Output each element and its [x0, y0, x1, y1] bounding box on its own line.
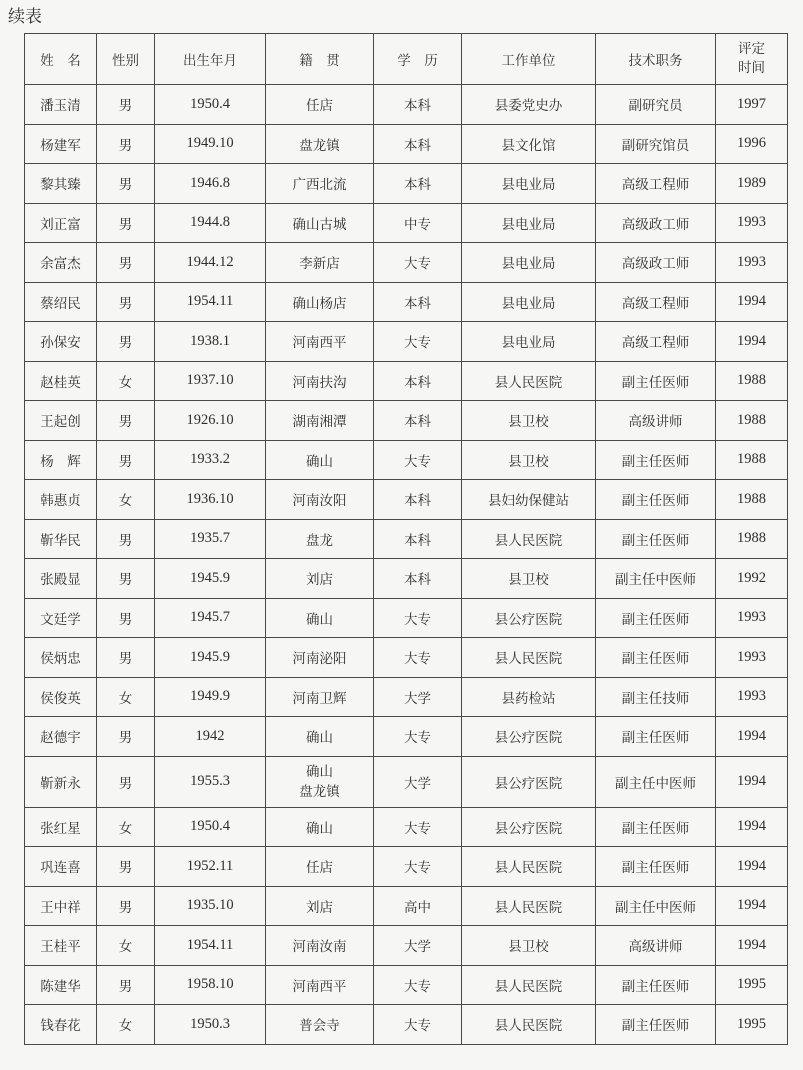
cell-gender: 男: [97, 243, 155, 283]
table-row: [25, 361, 788, 401]
cell-title: 高级政工师: [596, 243, 716, 283]
cell-name: 侯炳忠: [25, 638, 97, 678]
cell-name: 靳华民: [25, 519, 97, 559]
cell-workplace: 县妇幼保健站: [462, 480, 596, 520]
cell-workplace: 县电业局: [462, 164, 596, 204]
cell-origin: 河南西平: [266, 965, 374, 1005]
header-year: [716, 34, 788, 85]
cell-workplace: 县公疗医院: [462, 598, 596, 638]
cell-year: 1995: [716, 965, 788, 1005]
cell-title: 副主任医师: [596, 965, 716, 1005]
table-row: [25, 203, 788, 243]
cell-education: 大专: [374, 717, 462, 757]
cell-birth: 1942: [155, 717, 266, 757]
cell-origin: 河南汝阳: [266, 480, 374, 520]
table-row: [25, 519, 788, 559]
cell-name: 文廷学: [25, 598, 97, 638]
header-row: [25, 34, 788, 85]
cell-name: 张殿显: [25, 559, 97, 599]
cell-name: 孙保安: [25, 322, 97, 362]
table-row: [25, 124, 788, 164]
cell-year: 1993: [716, 243, 788, 283]
cell-origin: 广西北流: [266, 164, 374, 204]
cell-birth: 1955.3: [155, 756, 266, 807]
cell-gender: 男: [97, 717, 155, 757]
cell-title: 副主任医师: [596, 638, 716, 678]
header-birth: 出生年月: [155, 34, 266, 85]
cell-title: 副研究馆员: [596, 124, 716, 164]
cell-title: 高级工程师: [596, 322, 716, 362]
cell-origin: 确山: [266, 598, 374, 638]
cell-year: 1994: [716, 847, 788, 887]
cell-education: 大专: [374, 965, 462, 1005]
cell-name: 杨建军: [25, 124, 97, 164]
cell-origin: 刘店: [266, 886, 374, 926]
table-row: [25, 243, 788, 283]
cell-title: 高级政工师: [596, 203, 716, 243]
cell-name: 巩连喜: [25, 847, 97, 887]
cell-origin: 任店: [266, 85, 374, 125]
cell-origin-line1: 确山: [306, 763, 333, 780]
cell-title: 副主任中医师: [596, 756, 716, 807]
table-row: [25, 401, 788, 441]
cell-origin: 李新店: [266, 243, 374, 283]
cell-workplace: 县公疗医院: [462, 807, 596, 847]
cell-education: 大专: [374, 1005, 462, 1045]
cell-gender: 女: [97, 1005, 155, 1045]
cell-birth: 1949.9: [155, 677, 266, 717]
cell-year: 1993: [716, 598, 788, 638]
table-caption: 续表: [8, 7, 42, 27]
cell-birth: 1952.11: [155, 847, 266, 887]
cell-gender: 男: [97, 322, 155, 362]
cell-workplace: 县卫校: [462, 926, 596, 966]
table-row: [25, 282, 788, 322]
cell-education: 中专: [374, 203, 462, 243]
cell-title: 副主任医师: [596, 519, 716, 559]
cell-year: 1994: [716, 886, 788, 926]
cell-name: 陈建华: [25, 965, 97, 1005]
cell-origin: 河南西平: [266, 322, 374, 362]
cell-year: 1993: [716, 203, 788, 243]
cell-name: 杨 辉: [25, 440, 97, 480]
table-row: [25, 756, 788, 807]
header-name: 姓 名: [25, 34, 97, 85]
cell-title: 副主任医师: [596, 440, 716, 480]
table-row: [25, 847, 788, 887]
cell-birth: 1945.9: [155, 638, 266, 678]
cell-year: 1996: [716, 124, 788, 164]
cell-education: 高中: [374, 886, 462, 926]
table-row: [25, 717, 788, 757]
cell-title: 副主任医师: [596, 717, 716, 757]
cell-workplace: 县公疗医院: [462, 756, 596, 807]
cell-birth: 1944.12: [155, 243, 266, 283]
cell-gender: 女: [97, 677, 155, 717]
cell-origin: 河南汝南: [266, 926, 374, 966]
table-row: [25, 164, 788, 204]
cell-education: 大学: [374, 677, 462, 717]
cell-workplace: 县人民医院: [462, 965, 596, 1005]
cell-year: 1994: [716, 756, 788, 807]
cell-title: 副主任医师: [596, 480, 716, 520]
cell-year: 1992: [716, 559, 788, 599]
cell-year: 1988: [716, 480, 788, 520]
cell-origin: 确山: [266, 440, 374, 480]
cell-education: 本科: [374, 282, 462, 322]
cell-birth: 1933.2: [155, 440, 266, 480]
cell-birth: 1946.8: [155, 164, 266, 204]
cell-workplace: 县人民医院: [462, 1005, 596, 1045]
cell-origin: 确山杨店: [266, 282, 374, 322]
cell-gender: 男: [97, 85, 155, 125]
table-row: [25, 85, 788, 125]
cell-gender: 男: [97, 756, 155, 807]
cell-workplace: 县卫校: [462, 401, 596, 441]
cell-origin: 盘龙镇: [266, 124, 374, 164]
cell-education: 大学: [374, 926, 462, 966]
cell-birth: 1944.8: [155, 203, 266, 243]
cell-workplace: 县药检站: [462, 677, 596, 717]
cell-gender: 男: [97, 886, 155, 926]
cell-gender: 男: [97, 965, 155, 1005]
cell-education: 本科: [374, 480, 462, 520]
cell-education: 本科: [374, 559, 462, 599]
cell-year: 1994: [716, 926, 788, 966]
table-row: [25, 677, 788, 717]
cell-workplace: 县人民医院: [462, 361, 596, 401]
cell-birth: 1926.10: [155, 401, 266, 441]
cell-education: 大专: [374, 598, 462, 638]
cell-gender: 男: [97, 598, 155, 638]
cell-year: 1989: [716, 164, 788, 204]
cell-birth: 1954.11: [155, 926, 266, 966]
cell-education: 本科: [374, 401, 462, 441]
cell-title: 副主任医师: [596, 361, 716, 401]
cell-origin: 任店: [266, 847, 374, 887]
cell-workplace: 县人民医院: [462, 886, 596, 926]
cell-workplace: 县文化馆: [462, 124, 596, 164]
cell-origin: [266, 756, 374, 807]
cell-title: 副主任医师: [596, 1005, 716, 1045]
header-workplace: 工作单位: [462, 34, 596, 85]
cell-gender: 女: [97, 480, 155, 520]
cell-education: 大专: [374, 440, 462, 480]
cell-gender: 男: [97, 203, 155, 243]
cell-year: 1997: [716, 85, 788, 125]
cell-origin: 河南扶沟: [266, 361, 374, 401]
cell-birth: 1954.11: [155, 282, 266, 322]
cell-year: 1994: [716, 807, 788, 847]
cell-gender: 男: [97, 164, 155, 204]
cell-name: 王桂平: [25, 926, 97, 966]
cell-name: 钱春花: [25, 1005, 97, 1045]
cell-gender: 男: [97, 847, 155, 887]
cell-workplace: 县电业局: [462, 322, 596, 362]
cell-education: 大专: [374, 638, 462, 678]
cell-workplace: 县委党史办: [462, 85, 596, 125]
cell-gender: 女: [97, 926, 155, 966]
cell-origin: 刘店: [266, 559, 374, 599]
cell-birth: 1945.7: [155, 598, 266, 638]
cell-name: 侯俊英: [25, 677, 97, 717]
table-row: [25, 926, 788, 966]
cell-education: 大专: [374, 807, 462, 847]
header-title: 技术职务: [596, 34, 716, 85]
cell-education: 大专: [374, 243, 462, 283]
cell-name: 刘正富: [25, 203, 97, 243]
cell-education: 本科: [374, 361, 462, 401]
cell-education: 大学: [374, 756, 462, 807]
table-row: [25, 559, 788, 599]
personnel-table: [24, 33, 788, 1045]
cell-education: 大专: [374, 322, 462, 362]
cell-origin: 确山: [266, 807, 374, 847]
table-row: [25, 807, 788, 847]
cell-gender: 男: [97, 440, 155, 480]
cell-gender: 女: [97, 807, 155, 847]
header-year-line1: 评定: [738, 41, 765, 57]
cell-origin: 湖南湘潭: [266, 401, 374, 441]
cell-birth: 1958.10: [155, 965, 266, 1005]
cell-birth: 1949.10: [155, 124, 266, 164]
cell-education: 大专: [374, 847, 462, 887]
header-year-line2: 时间: [738, 60, 765, 76]
cell-name: 靳新永: [25, 756, 97, 807]
cell-title: 副主任医师: [596, 847, 716, 887]
cell-birth: 1950.4: [155, 807, 266, 847]
cell-year: 1988: [716, 519, 788, 559]
cell-year: 1994: [716, 322, 788, 362]
cell-title: 副研究员: [596, 85, 716, 125]
cell-origin: 确山古城: [266, 203, 374, 243]
cell-workplace: 县公疗医院: [462, 717, 596, 757]
cell-origin: 河南卫辉: [266, 677, 374, 717]
cell-birth: 1935.10: [155, 886, 266, 926]
cell-year: 1988: [716, 440, 788, 480]
cell-year: 1988: [716, 401, 788, 441]
cell-education: 本科: [374, 124, 462, 164]
cell-title: 高级讲师: [596, 401, 716, 441]
cell-education: 本科: [374, 164, 462, 204]
cell-birth: 1945.9: [155, 559, 266, 599]
cell-title: 副主任中医师: [596, 886, 716, 926]
header-origin: 籍 贯: [266, 34, 374, 85]
cell-gender: 男: [97, 638, 155, 678]
cell-title: 高级讲师: [596, 926, 716, 966]
cell-gender: 男: [97, 519, 155, 559]
cell-title: 高级工程师: [596, 282, 716, 322]
cell-workplace: 县电业局: [462, 243, 596, 283]
cell-birth: 1938.1: [155, 322, 266, 362]
cell-title: 副主任中医师: [596, 559, 716, 599]
cell-education: 本科: [374, 85, 462, 125]
cell-title: 副主任技师: [596, 677, 716, 717]
cell-year: 1993: [716, 638, 788, 678]
cell-gender: 男: [97, 401, 155, 441]
cell-title: 副主任医师: [596, 807, 716, 847]
header-education: 学 历: [374, 34, 462, 85]
cell-origin-line2: 盘龙镇: [299, 783, 340, 800]
cell-name: 潘玉清: [25, 85, 97, 125]
cell-title: 高级工程师: [596, 164, 716, 204]
cell-workplace: 县卫校: [462, 559, 596, 599]
cell-name: 余富杰: [25, 243, 97, 283]
cell-name: 韩惠贞: [25, 480, 97, 520]
cell-year: 1994: [716, 282, 788, 322]
cell-workplace: 县人民医院: [462, 638, 596, 678]
cell-name: 张红星: [25, 807, 97, 847]
cell-name: 黎其臻: [25, 164, 97, 204]
cell-gender: 女: [97, 361, 155, 401]
cell-workplace: 县卫校: [462, 440, 596, 480]
cell-origin: 确山: [266, 717, 374, 757]
cell-year: 1988: [716, 361, 788, 401]
table-row: [25, 480, 788, 520]
cell-origin: 盘龙: [266, 519, 374, 559]
cell-name: 王中祥: [25, 886, 97, 926]
cell-workplace: 县人民医院: [462, 847, 596, 887]
header-gender: 性别: [97, 34, 155, 85]
cell-birth: 1950.3: [155, 1005, 266, 1045]
cell-birth: 1950.4: [155, 85, 266, 125]
table-row: [25, 440, 788, 480]
table-row: [25, 598, 788, 638]
table-row: [25, 1005, 788, 1045]
cell-education: 本科: [374, 519, 462, 559]
cell-year: 1995: [716, 1005, 788, 1045]
cell-origin: 河南泌阳: [266, 638, 374, 678]
cell-birth: 1937.10: [155, 361, 266, 401]
table-row: [25, 638, 788, 678]
cell-year: 1993: [716, 677, 788, 717]
table-row: [25, 965, 788, 1005]
cell-year: 1994: [716, 717, 788, 757]
cell-title: 副主任医师: [596, 598, 716, 638]
cell-birth: 1936.10: [155, 480, 266, 520]
cell-workplace: 县电业局: [462, 203, 596, 243]
cell-name: 赵德宇: [25, 717, 97, 757]
cell-gender: 男: [97, 124, 155, 164]
table-row: [25, 322, 788, 362]
cell-birth: 1935.7: [155, 519, 266, 559]
cell-name: 蔡绍民: [25, 282, 97, 322]
cell-workplace: 县电业局: [462, 282, 596, 322]
cell-workplace: 县人民医院: [462, 519, 596, 559]
cell-gender: 男: [97, 559, 155, 599]
table-row: [25, 886, 788, 926]
cell-name: 王起创: [25, 401, 97, 441]
cell-origin: 普会寺: [266, 1005, 374, 1045]
cell-gender: 男: [97, 282, 155, 322]
cell-name: 赵桂英: [25, 361, 97, 401]
